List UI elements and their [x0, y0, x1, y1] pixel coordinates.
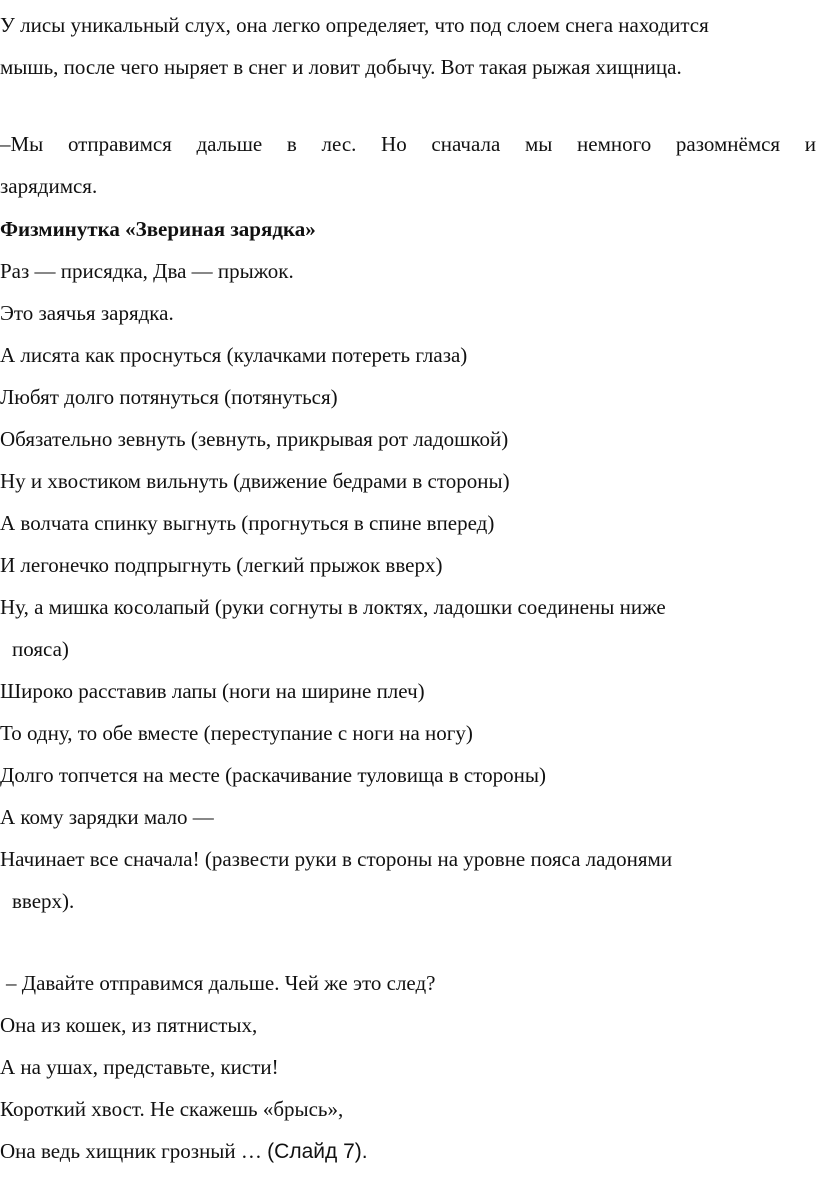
riddle-last-text: Она ведь хищник грозный … — [0, 1139, 262, 1163]
poem-line-continuation: пояса) — [12, 637, 69, 661]
fox-paragraph-line-1: У лисы уникальный слух, она легко определяет, что под слоем снега находится — [0, 13, 709, 37]
poem-line: Долго топчется на месте (раскачивание туловища в стороны) — [0, 763, 546, 787]
riddle-line: Короткий хвост. Не скажешь «брысь», — [0, 1097, 344, 1121]
poem-line: А волчата спинку выгнуть (прогнуться в спине вперед) — [0, 511, 495, 535]
riddle-intro: – Давайте отправимся дальше. Чей же это след? — [6, 971, 436, 995]
poem-line: А кому зарядки мало — — [0, 805, 214, 829]
poem-line: Это заячья зарядка. — [0, 301, 174, 325]
poem-line: Ну и хвостиком вильнуть (движение бедрами в стороны) — [0, 469, 510, 493]
poem-line: Начинает все сначала! (развести руки в стороны на уровне пояса ладонями — [0, 847, 673, 871]
poem-line: То одну, то обе вместе (переступание с ноги на ногу) — [0, 721, 473, 745]
slide-reference: (Слайд 7). — [267, 1140, 368, 1163]
poem-line: Широко расставив лапы (ноги на ширине плеч) — [0, 679, 425, 703]
riddle-line: Она из кошек, из пятнистых, — [0, 1013, 258, 1037]
forest-paragraph-line-1: –Мы отправимся дальше в лес. Но сначала мы немного разомнёмся и — [0, 132, 816, 156]
poem-line: Ну, а мишка косолапый (руки согнуты в локтях, ладошки соединены ниже — [0, 595, 666, 619]
poem-line: Обязательно зевнуть (зевнуть, прикрывая рот ладошкой) — [0, 427, 509, 451]
poem-line: И легонечко подпрыгнуть (легкий прыжок вверх) — [0, 553, 443, 577]
poem-line-continuation: вверх). — [12, 889, 75, 913]
exercise-heading: Физминутка «Звериная зарядка» — [0, 217, 316, 241]
poem-line: Раз — присядка, Два — прыжок. — [0, 259, 294, 283]
poem-line: А лисята как проснуться (кулачками потереть глаза) — [0, 343, 468, 367]
poem-line: Любят долго потянуться (потянуться) — [0, 385, 338, 409]
forest-paragraph-line-2: зарядимся. — [0, 174, 98, 198]
riddle-line: А на ушах, представьте, кисти! — [0, 1055, 279, 1079]
fox-paragraph-line-2: мышь, после чего ныряет в снег и ловит добычу. Вот такая рыжая хищница. — [0, 55, 682, 79]
riddle-last-line — [0, 1138, 816, 1165]
